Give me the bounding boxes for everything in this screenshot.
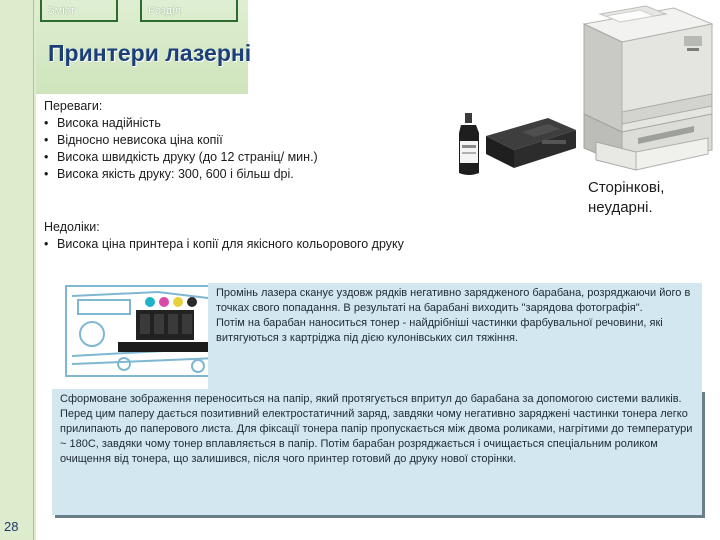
nav-contents-label: Зміст	[48, 5, 76, 17]
description-box-transfer	[52, 389, 702, 515]
laser-printer-image	[566, 2, 716, 172]
page-number: 28	[4, 519, 19, 534]
advantages-block	[44, 98, 318, 183]
disadvantages-block	[44, 219, 404, 253]
disadvantages-heading: Недоліки:	[44, 220, 100, 234]
advantage-item: • Відносно невисока ціна копії	[44, 132, 318, 149]
advantage-item: • Висока надійність	[44, 115, 318, 132]
description-box-laser	[208, 283, 702, 389]
page-label-line2: неударні.	[588, 199, 653, 216]
disadvantage-item: • Висока ціна принтера і копії для якісного кольорового друку	[44, 236, 404, 253]
nav-section-label: Розділ	[148, 5, 181, 17]
nav-contents-button[interactable]	[40, 0, 118, 22]
page-printer-label	[588, 178, 664, 218]
toner-cartridge-image	[482, 114, 578, 172]
transfer-process-text: Сформоване зображення переноситься на папір, який протягується впритул до барабана за допомогою системи валиків. Перед цим паперу дається позитивний електростатичний заряд, завдяки чому негативно заряджені частинки тонера легко прилипають до паперового листа. Для фіксації тонера папір пропускається між двома роликами, нагрітими до температури ~ 180С, завдяки чому тонер вплавляється в папір. Потім барабан розряджається і очищається спеціальним роликом очищення від тонера, що залишився, після чого принтер готовий до друку нової сторінки.	[60, 393, 693, 465]
toner-bottle-image	[455, 111, 483, 177]
advantages-heading: Переваги:	[44, 99, 103, 113]
advantages-list	[44, 115, 318, 183]
left-strip	[0, 0, 36, 540]
advantage-item: • Висока швидкість друку (до 12 страніц/ мин.)	[44, 149, 318, 166]
laser-process-text: Промінь лазера сканує уздовж рядків негативно зарядженого барабана, розряджаючи його в точках свого попадання. В результаті на барабані виходить "зарядова фотографія". Потім на барабан наноситься тонер - найдрібніші частинки фарбувальної речовини, які витягуються з картріджа під дією кулонівських сил тяжіння.	[216, 287, 691, 344]
printer-mechanism-diagram	[58, 278, 228, 380]
nav-section-button[interactable]	[140, 0, 238, 22]
disadvantages-list	[44, 236, 404, 253]
advantage-item: • Висока якість друку: 300, 600 і більш dpi.	[44, 166, 318, 183]
page-title: Принтери лазерні	[48, 40, 252, 66]
page-label-line1: Сторінкові,	[588, 179, 665, 196]
